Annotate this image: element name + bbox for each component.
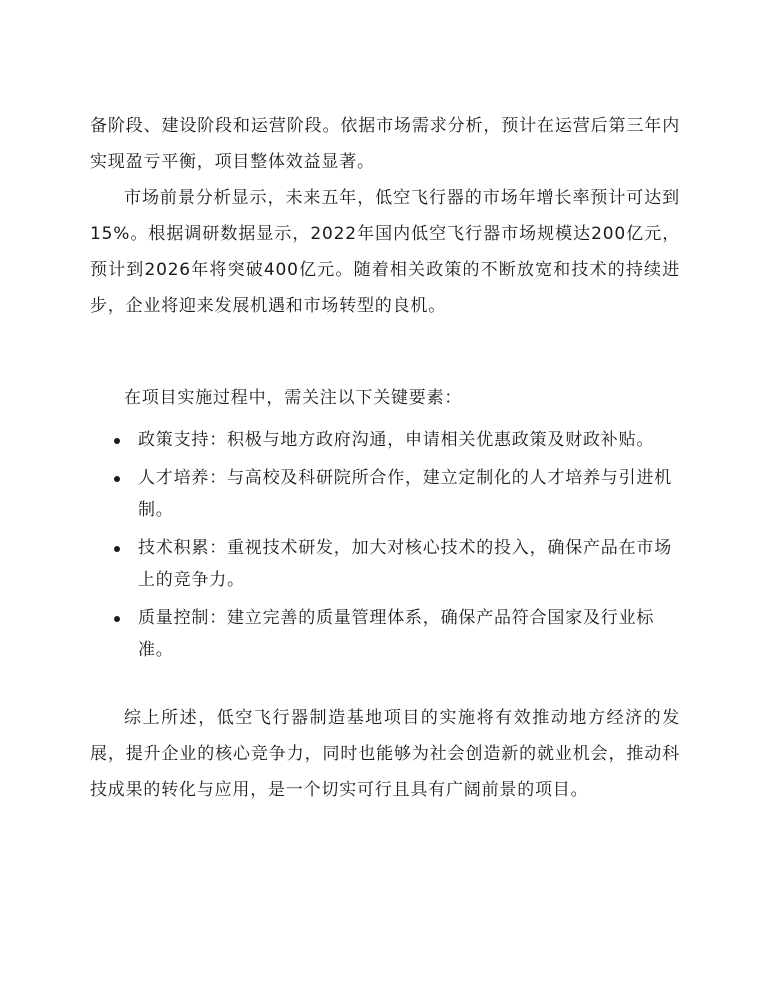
paragraph-key-factors-intro: 在项目实施过程中，需关注以下关键要素： — [124, 388, 463, 408]
bullet-icon — [114, 546, 120, 552]
key-factors-list — [90, 424, 680, 672]
list-item-text: 技术积累：重视技术研发，加大对核心技术的投入，确保产品在市场上的竞争力。 — [138, 538, 672, 590]
list-item — [90, 462, 680, 526]
paragraph-conclusion: 综上所述，低空飞行器制造基地项目的实施将有效推动地方经济的发展，提升企业的核心竞争力，同时也能够为社会创造新的就业机会，推动科技成果的转化与应用，是一个切实可行且具有广阔前景的项目。 — [90, 708, 680, 800]
list-item-text: 人才培养：与高校及科研院所合作，建立定制化的人才培养与引进机制。 — [138, 468, 672, 520]
list-item-text: 质量控制：建立完善的质量管理体系，确保产品符合国家及行业标准。 — [138, 608, 655, 660]
list-item — [90, 424, 680, 456]
bullet-icon — [114, 438, 120, 444]
bullet-icon — [114, 616, 120, 622]
list-item-text: 政策支持：积极与地方政府沟通，申请相关优惠政策及财政补贴。 — [138, 430, 655, 450]
paragraph-market-outlook: 市场前景分析显示，未来五年，低空飞行器的市场年增长率预计可达到15%。根据调研数据显示，2022年国内低空飞行器市场规模达200亿元，预计到2026年将突破400亿元。随着相关政策的不断放宽和技术的持续进步，企业将迎来发展机遇和市场转型的良机。 — [90, 188, 680, 316]
list-item — [90, 602, 680, 666]
list-item — [90, 532, 680, 596]
paragraph-continuation: 备阶段、建设阶段和运营阶段。依据市场需求分析，预计在运营后第三年内实现盈亏平衡，项目整体效益显著。 — [90, 116, 680, 172]
bullet-icon — [114, 476, 120, 482]
